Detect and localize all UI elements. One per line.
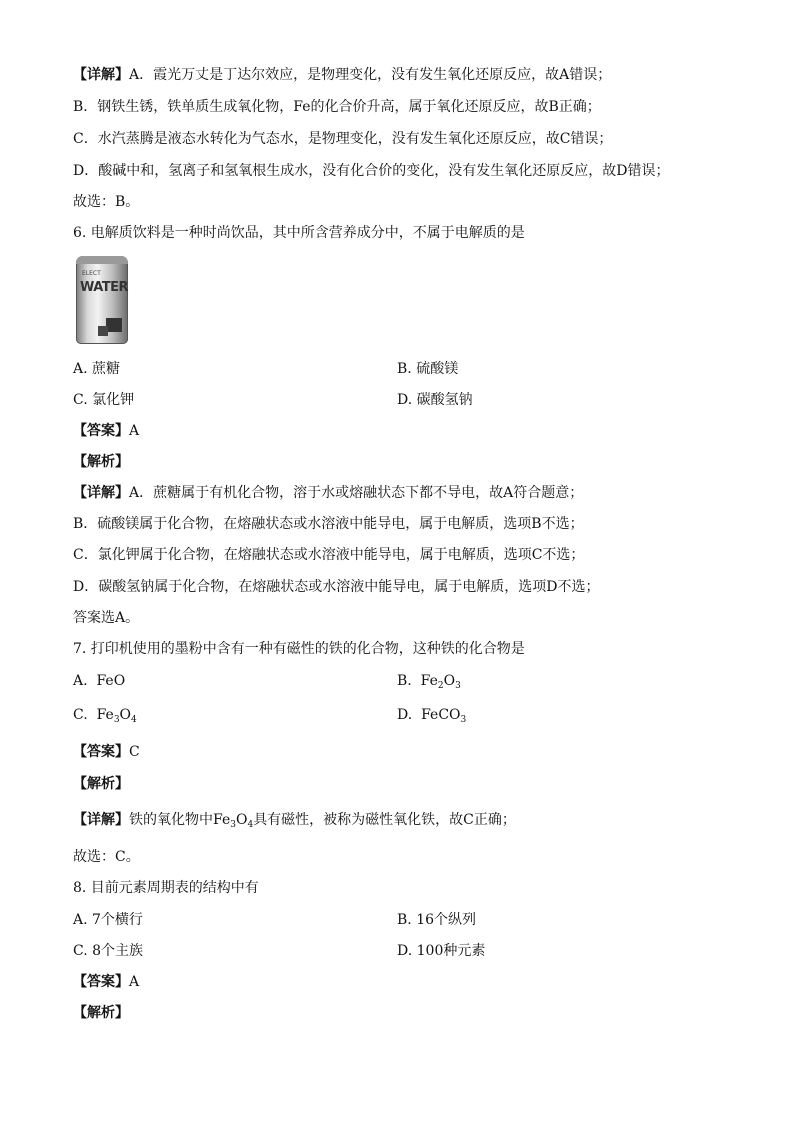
q8-answer-tag: 【答案】 (73, 974, 129, 990)
q6-detail-d: D．碳酸氢钠属于化合物，在熔融状态或水溶液中能导电，属于电解质，选项D不选； (73, 579, 600, 595)
formula-subscript: 3 (113, 715, 120, 725)
q8-question: 8. 目前元素周期表的结构中有 (73, 880, 259, 896)
q7-detail-line (73, 811, 516, 834)
formula-part: FeCO (421, 707, 461, 723)
q6-answer: A (129, 423, 140, 439)
formula-subscript: 2 (437, 681, 444, 691)
q6-answer-tag: 【答案】 (73, 423, 129, 439)
q7-option-c-formula (97, 707, 137, 723)
q7-answer-line (73, 743, 140, 761)
q7-option-c-label: C. (73, 707, 88, 723)
q7-option-b-formula (421, 673, 461, 689)
q8-option-a: A. 7个横行 (73, 912, 143, 928)
q7-option-a-formula: FeO (96, 673, 126, 689)
q8-option-d: D. 100种元素 (397, 943, 486, 959)
drink-can-image (76, 256, 128, 344)
q7-question: 7. 打印机使用的墨粉中含有一种有磁性的铁的化合物，这种铁的化合物是 (73, 641, 525, 657)
q7-detail-tag: 【详解】 (73, 812, 129, 828)
q7-option-a (73, 672, 125, 690)
q7-answer-tag: 【答案】 (73, 744, 129, 760)
can-small-text: ELECT (82, 270, 101, 277)
q6-option-c: C. 氯化钾 (73, 392, 135, 408)
q7-answer: C (129, 744, 140, 760)
q5-detail-d: D．酸碱中和，氢离子和氢氧根生成水，没有化合价的变化，没有发生氧化还原反应，故D错误； (73, 163, 670, 179)
q6-question: 6. 电解质饮料是一种时尚饮品，其中所含营养成分中，不属于电解质的是 (73, 225, 525, 241)
q8-answer-line (73, 973, 139, 991)
q7-conclusion: 故选：C。 (73, 849, 140, 865)
q6-detail-c: C．氯化钾属于化合物，在熔融状态或水溶液中能导电，属于电解质，选项C不选； (73, 547, 585, 563)
formula-subscript: 3 (460, 715, 467, 725)
can-water-text: WATER (80, 280, 129, 295)
formula-subscript: 4 (247, 820, 254, 830)
formula-part: O (235, 812, 248, 828)
q7-option-d (397, 706, 466, 729)
q6-option-d: D. 碳酸氢钠 (397, 392, 473, 408)
q7-detail-formula (213, 812, 253, 828)
q7-option-b (397, 672, 461, 695)
can-graphic (106, 318, 122, 332)
q6-detail-a-line (73, 484, 583, 502)
q5-detail-c: C．水汽蒸腾是液态水转化为气态水，是物理变化，没有发生氧化还原反应，故C错误； (73, 131, 613, 147)
q6-detail-tag: 【详解】 (73, 485, 129, 501)
formula-part: Fe (96, 707, 114, 723)
q8-analysis-tag: 【解析】 (73, 1005, 129, 1021)
q6-option-b: B. 硫酸镁 (397, 361, 459, 377)
q7-detail-post: 具有磁性，被称为磁性氧化铁，故C正确； (253, 812, 516, 828)
q5-detail-tag: 【详解】 (73, 67, 129, 83)
q5-detail-b: B．钢铁生锈，铁单质生成氧化物，Fe的化合价升高，属于氧化还原反应，故B正确； (73, 99, 601, 115)
q7-detail-pre: 铁的氧化物中 (129, 812, 213, 828)
can-graphic (98, 326, 108, 336)
can-lid (76, 256, 128, 264)
q6-detail-b: B．硫酸镁属于化合物，在熔融状态或水溶液中能导电，属于电解质，选项B不选； (73, 516, 584, 532)
formula-subscript: 3 (230, 820, 236, 830)
q6-conclusion: 答案选A。 (73, 610, 140, 626)
formula-subscript: 3 (455, 681, 461, 691)
formula-part: Fe (213, 812, 231, 828)
q7-analysis-tag: 【解析】 (73, 776, 129, 792)
formula-subscript: 4 (131, 715, 137, 725)
q8-option-b: B. 16个纵列 (397, 912, 477, 928)
q5-detail-a-line (73, 66, 611, 84)
q6-analysis-tag: 【解析】 (73, 454, 129, 470)
q7-option-b-label: B. (397, 673, 412, 689)
q6-detail-a: A．蔗糖属于有机化合物，溶于水或熔融状态下都不导电，故A符合题意； (129, 485, 584, 501)
formula-part: O (443, 673, 456, 689)
q7-option-d-formula (421, 707, 466, 723)
q6-option-a: A. 蔗糖 (73, 361, 121, 377)
q5-conclusion: 故选：B。 (73, 194, 140, 210)
q6-answer-line (73, 422, 139, 440)
q5-detail-a: A．霞光万丈是丁达尔效应，是物理变化，没有发生氧化还原反应，故A错误； (129, 67, 612, 83)
formula-part: Fe (420, 673, 438, 689)
q7-option-c (73, 706, 137, 729)
q8-option-c: C. 8个主族 (73, 943, 144, 959)
q8-answer: A (129, 974, 140, 990)
q7-option-a-label: A. (73, 673, 88, 689)
q7-option-d-label: D. (397, 707, 413, 723)
formula-part: O (119, 707, 132, 723)
